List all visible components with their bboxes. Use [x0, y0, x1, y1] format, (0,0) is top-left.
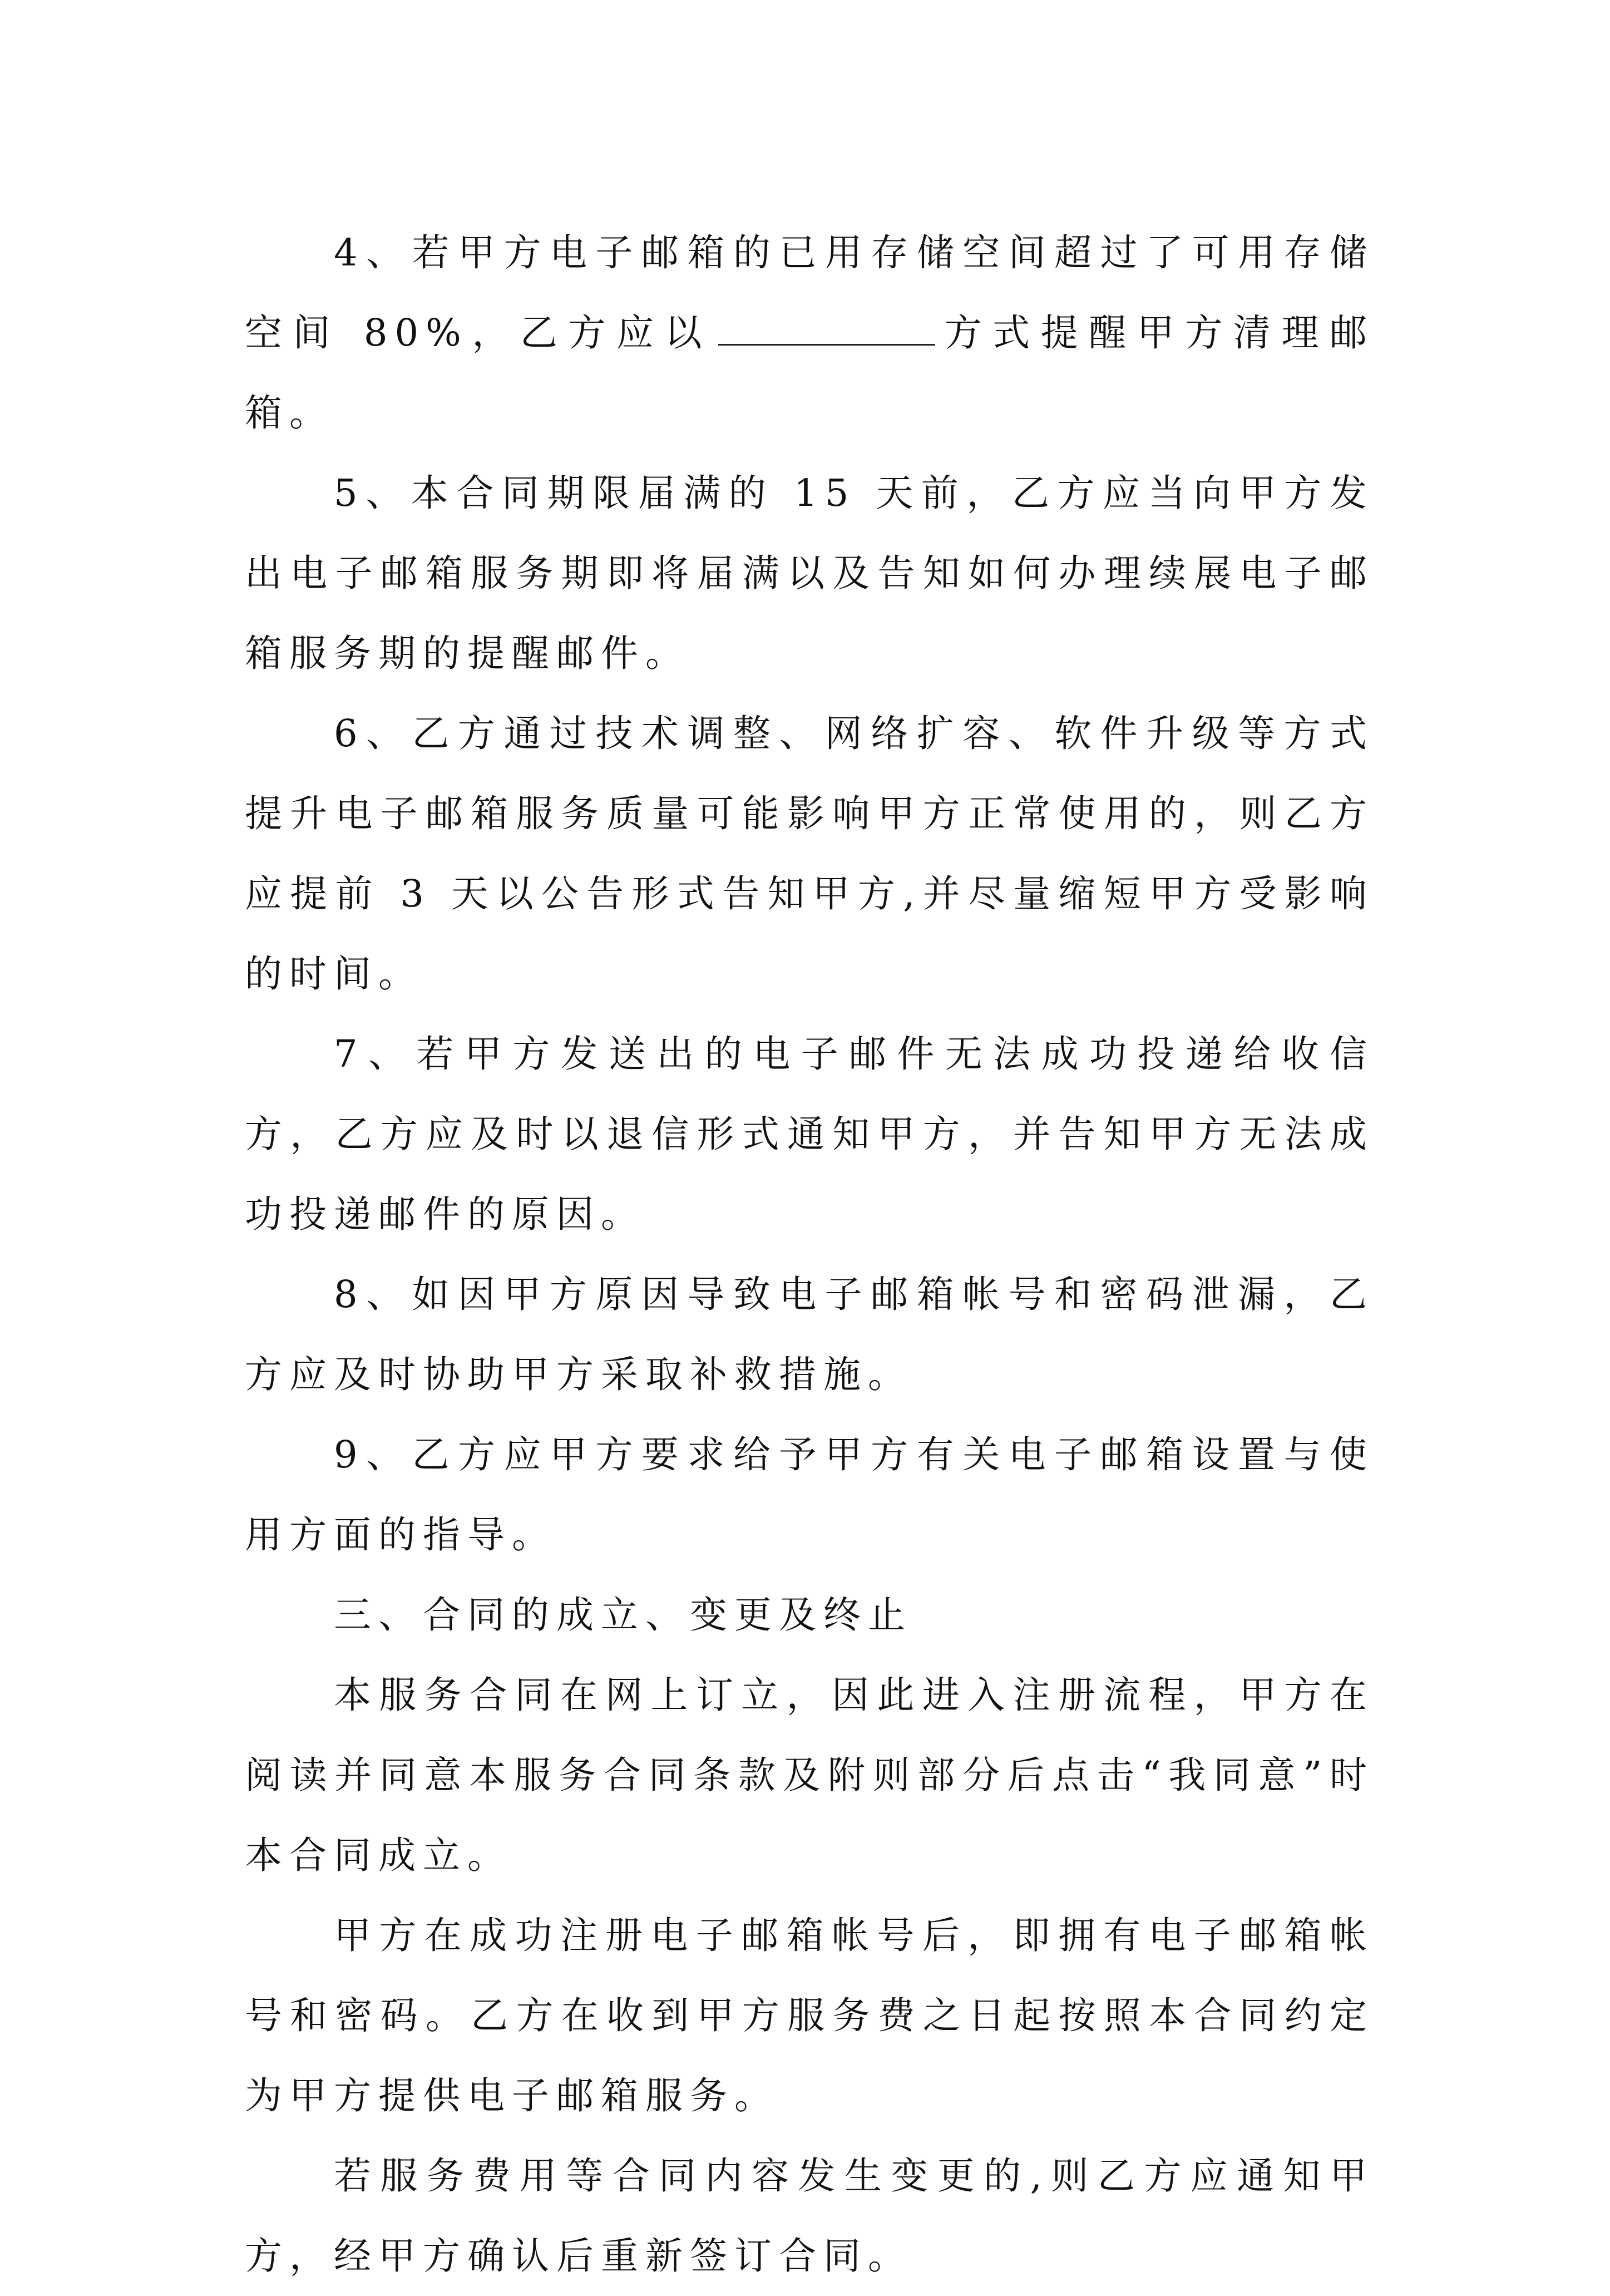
- clause-9: 9、乙方应甲方要求给予甲方有关电子邮箱设置与使用方面的指导。: [245, 1433, 1374, 1556]
- clause-7: 7、若甲方发送出的电子邮件无法成功投递给收信方，乙方应及时以退信形式通知甲方，并告知甲方无法成功投递邮件的原因。: [245, 1032, 1374, 1236]
- contract-formation-paragraph: 本服务合同在网上订立，因此进入注册流程，甲方在阅读并同意本服务合同条款及附则部分后点击“我同意”时本合同成立。: [245, 1673, 1374, 1877]
- clause-6: 6、乙方通过技术调整、网络扩容、软件升级等方式提升电子邮箱服务质量可能影响甲方正常使用的，则乙方应提前 3 天以公告形式告知甲方,并尽量缩短甲方受影响的时间。: [245, 712, 1374, 996]
- clause-4-text-before-blank: 4、若甲方电子邮箱的已用存储空间超过了可用存储空间 80%，乙方应以: [245, 231, 1374, 354]
- clause-4: [245, 213, 1374, 453]
- contract-change-paragraph: 若服务费用等合同内容发生变更的,则乙方应通知甲方，经甲方确认后重新签订合同。: [245, 2154, 1374, 2278]
- document-body: [245, 213, 1374, 2296]
- account-registration-paragraph: 甲方在成功注册电子邮箱帐号后，即拥有电子邮箱帐号和密码。乙方在收到甲方服务费之日起按照本合同约定为甲方提供电子邮箱服务。: [245, 1914, 1374, 2117]
- clause-5: 5、本合同期限届满的 15 天前，乙方应当向甲方发出电子邮箱服务期即将届满以及告知如何办理续展电子邮箱服务期的提醒邮件。: [245, 471, 1374, 675]
- clause-4-text-after-blank: 方式提醒甲方清理邮箱。: [245, 311, 1374, 435]
- clause-8: 8、如因甲方原因导致电子邮箱帐号和密码泄漏，乙方应及时协助甲方采取补救措施。: [245, 1273, 1374, 1396]
- fill-in-blank[interactable]: [718, 311, 935, 346]
- section-heading-3: 三、合同的成立、变更及终止: [334, 1593, 912, 1637]
